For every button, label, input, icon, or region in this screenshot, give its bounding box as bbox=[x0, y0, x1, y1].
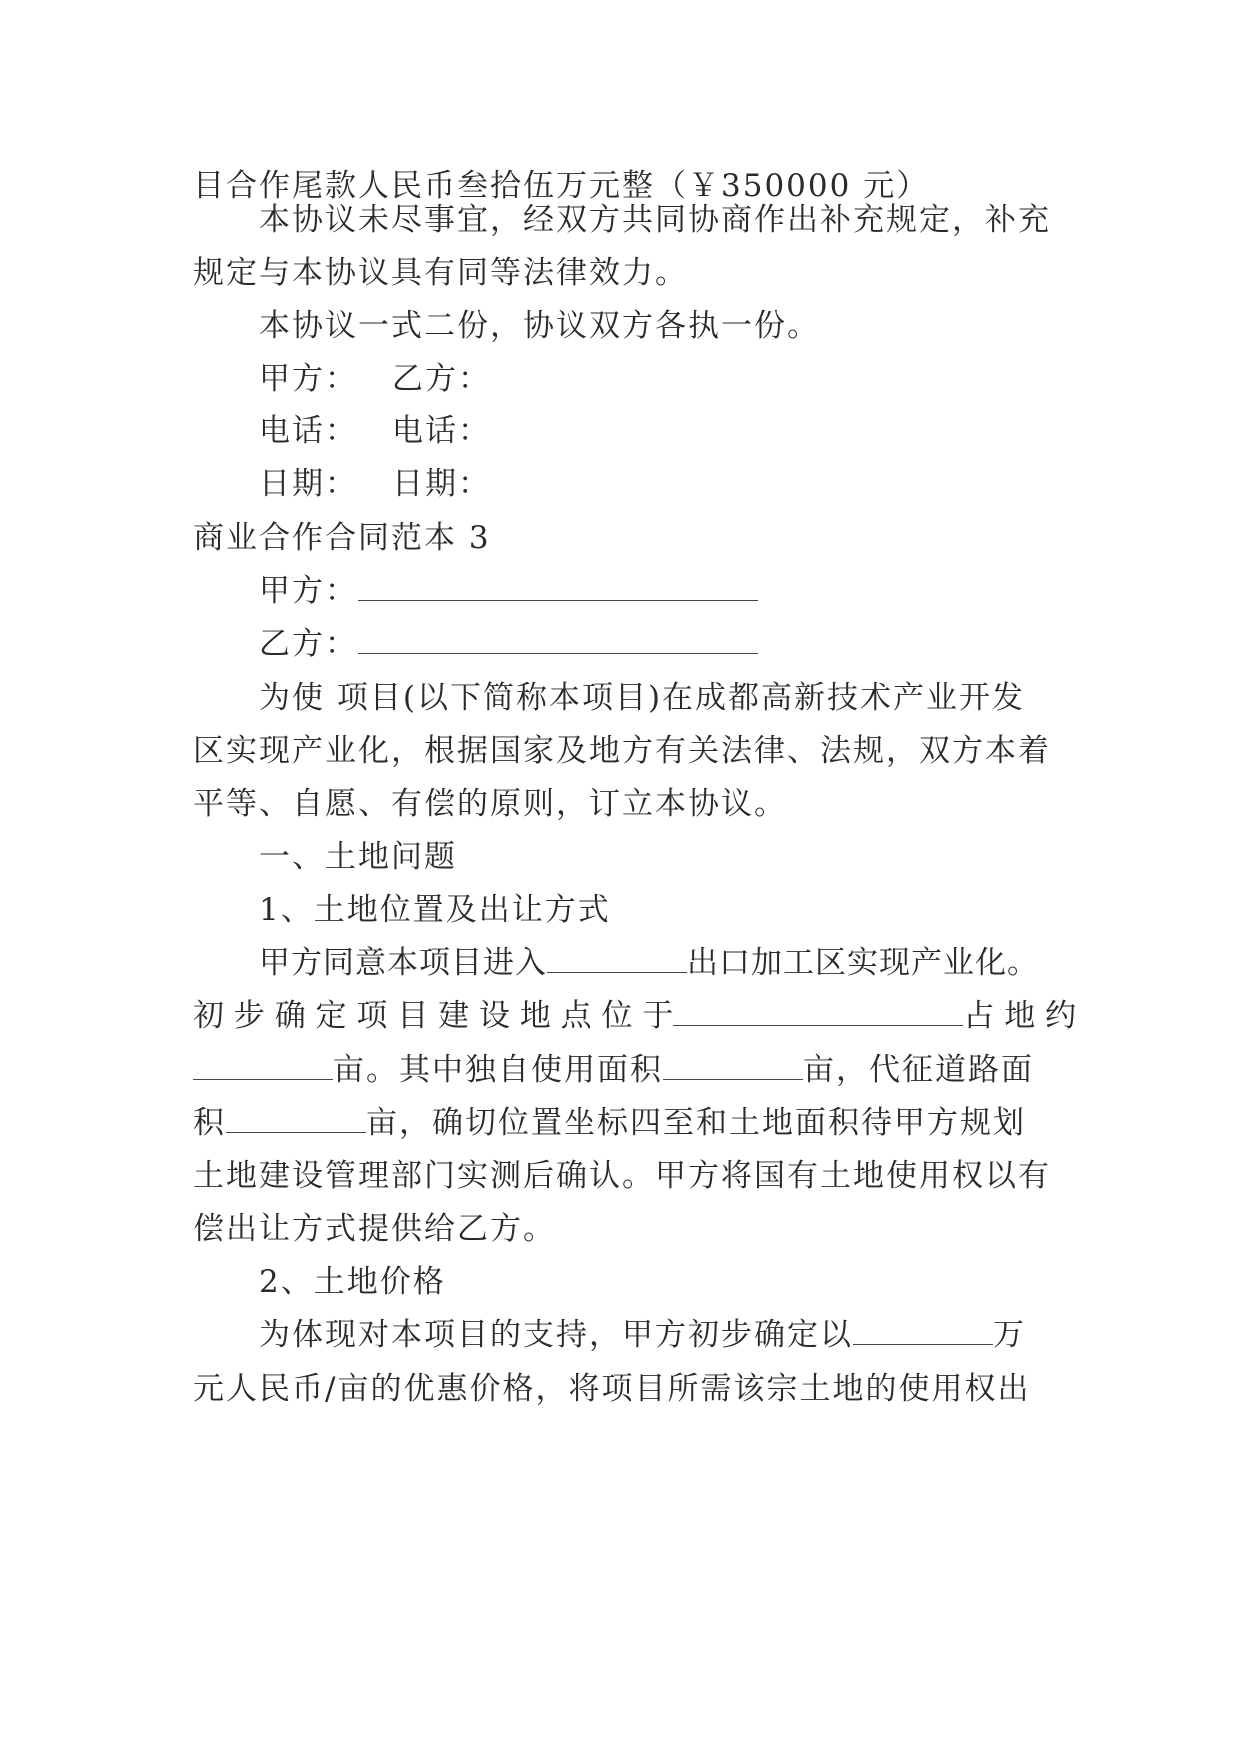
party-a-row bbox=[259, 571, 1059, 611]
text-line: 平等、自愿、有偿的原则，订立本协议。 bbox=[193, 786, 787, 822]
text-line: 为使 项目(以下简称本项目)在成都高新技术产业开发 bbox=[259, 680, 1026, 716]
text-line: 偿出让方式提供给乙方。 bbox=[193, 1211, 556, 1247]
fill-blank bbox=[547, 944, 687, 973]
signature-row bbox=[259, 359, 1059, 399]
fill-blank bbox=[226, 1104, 366, 1133]
fill-blank bbox=[663, 1051, 803, 1080]
fill-blank bbox=[853, 1316, 993, 1345]
text-line: 初 步 确 定 项 目 建 设 地 点 位 于 占 地 约 bbox=[193, 998, 1077, 1034]
phone-b-label: 电话： bbox=[392, 413, 491, 449]
text-line: 本协议一式二份，协议双方各执一份。 bbox=[259, 308, 820, 344]
date-row bbox=[259, 464, 1059, 504]
party-b-row bbox=[259, 624, 1059, 664]
heading: 一、土地问题 bbox=[259, 839, 457, 875]
party-a-label: 甲方： bbox=[259, 361, 358, 397]
text-line: 甲方同意本项目进入 出口加工区实现产业化。 bbox=[259, 945, 1039, 981]
section-title: 商业合作合同范本 3 bbox=[193, 520, 491, 556]
party-a-label: 甲方： bbox=[259, 573, 358, 609]
party-b-label: 乙方： bbox=[259, 626, 358, 662]
text-line: 亩。其中独自使用面积 亩，代征道路面 bbox=[193, 1050, 1053, 1090]
text-line: 元人民币/亩的优惠价格，将项目所需该宗土地的使用权出 bbox=[193, 1371, 1031, 1407]
text-line: 为体现对本项目的支持，甲方初步确定以 万 bbox=[259, 1317, 1026, 1353]
date-a-label: 日期： bbox=[259, 466, 358, 502]
fill-blank bbox=[358, 625, 758, 654]
date-b-label: 日期： bbox=[392, 466, 491, 502]
fill-blank bbox=[673, 997, 963, 1026]
party-b-label: 乙方： bbox=[392, 361, 491, 397]
text-line: 区实现产业化，根据国家及地方有关法律、法规，双方本着 bbox=[193, 733, 1051, 769]
text-line: 本协议未尽事宜，经双方共同协商作出补充规定，补充 bbox=[259, 202, 1051, 238]
phone-row bbox=[259, 411, 1059, 451]
phone-a-label: 电话： bbox=[259, 413, 358, 449]
subheading: 1、土地位置及出让方式 bbox=[259, 892, 611, 928]
text-line: 规定与本协议具有同等法律效力。 bbox=[193, 255, 688, 291]
text-line: 土地建设管理部门实测后确认。甲方将国有土地使用权以有 bbox=[193, 1158, 1051, 1194]
text-line: 积 亩，确切位置坐标四至和土地面积待甲方规划 bbox=[193, 1105, 1026, 1141]
fill-blank bbox=[358, 572, 758, 601]
fill-blank bbox=[193, 1051, 333, 1080]
text-line: 目合作尾款人民币叁拾伍万元整（￥350000 元） bbox=[193, 168, 930, 204]
subheading: 2、土地价格 bbox=[259, 1264, 446, 1300]
